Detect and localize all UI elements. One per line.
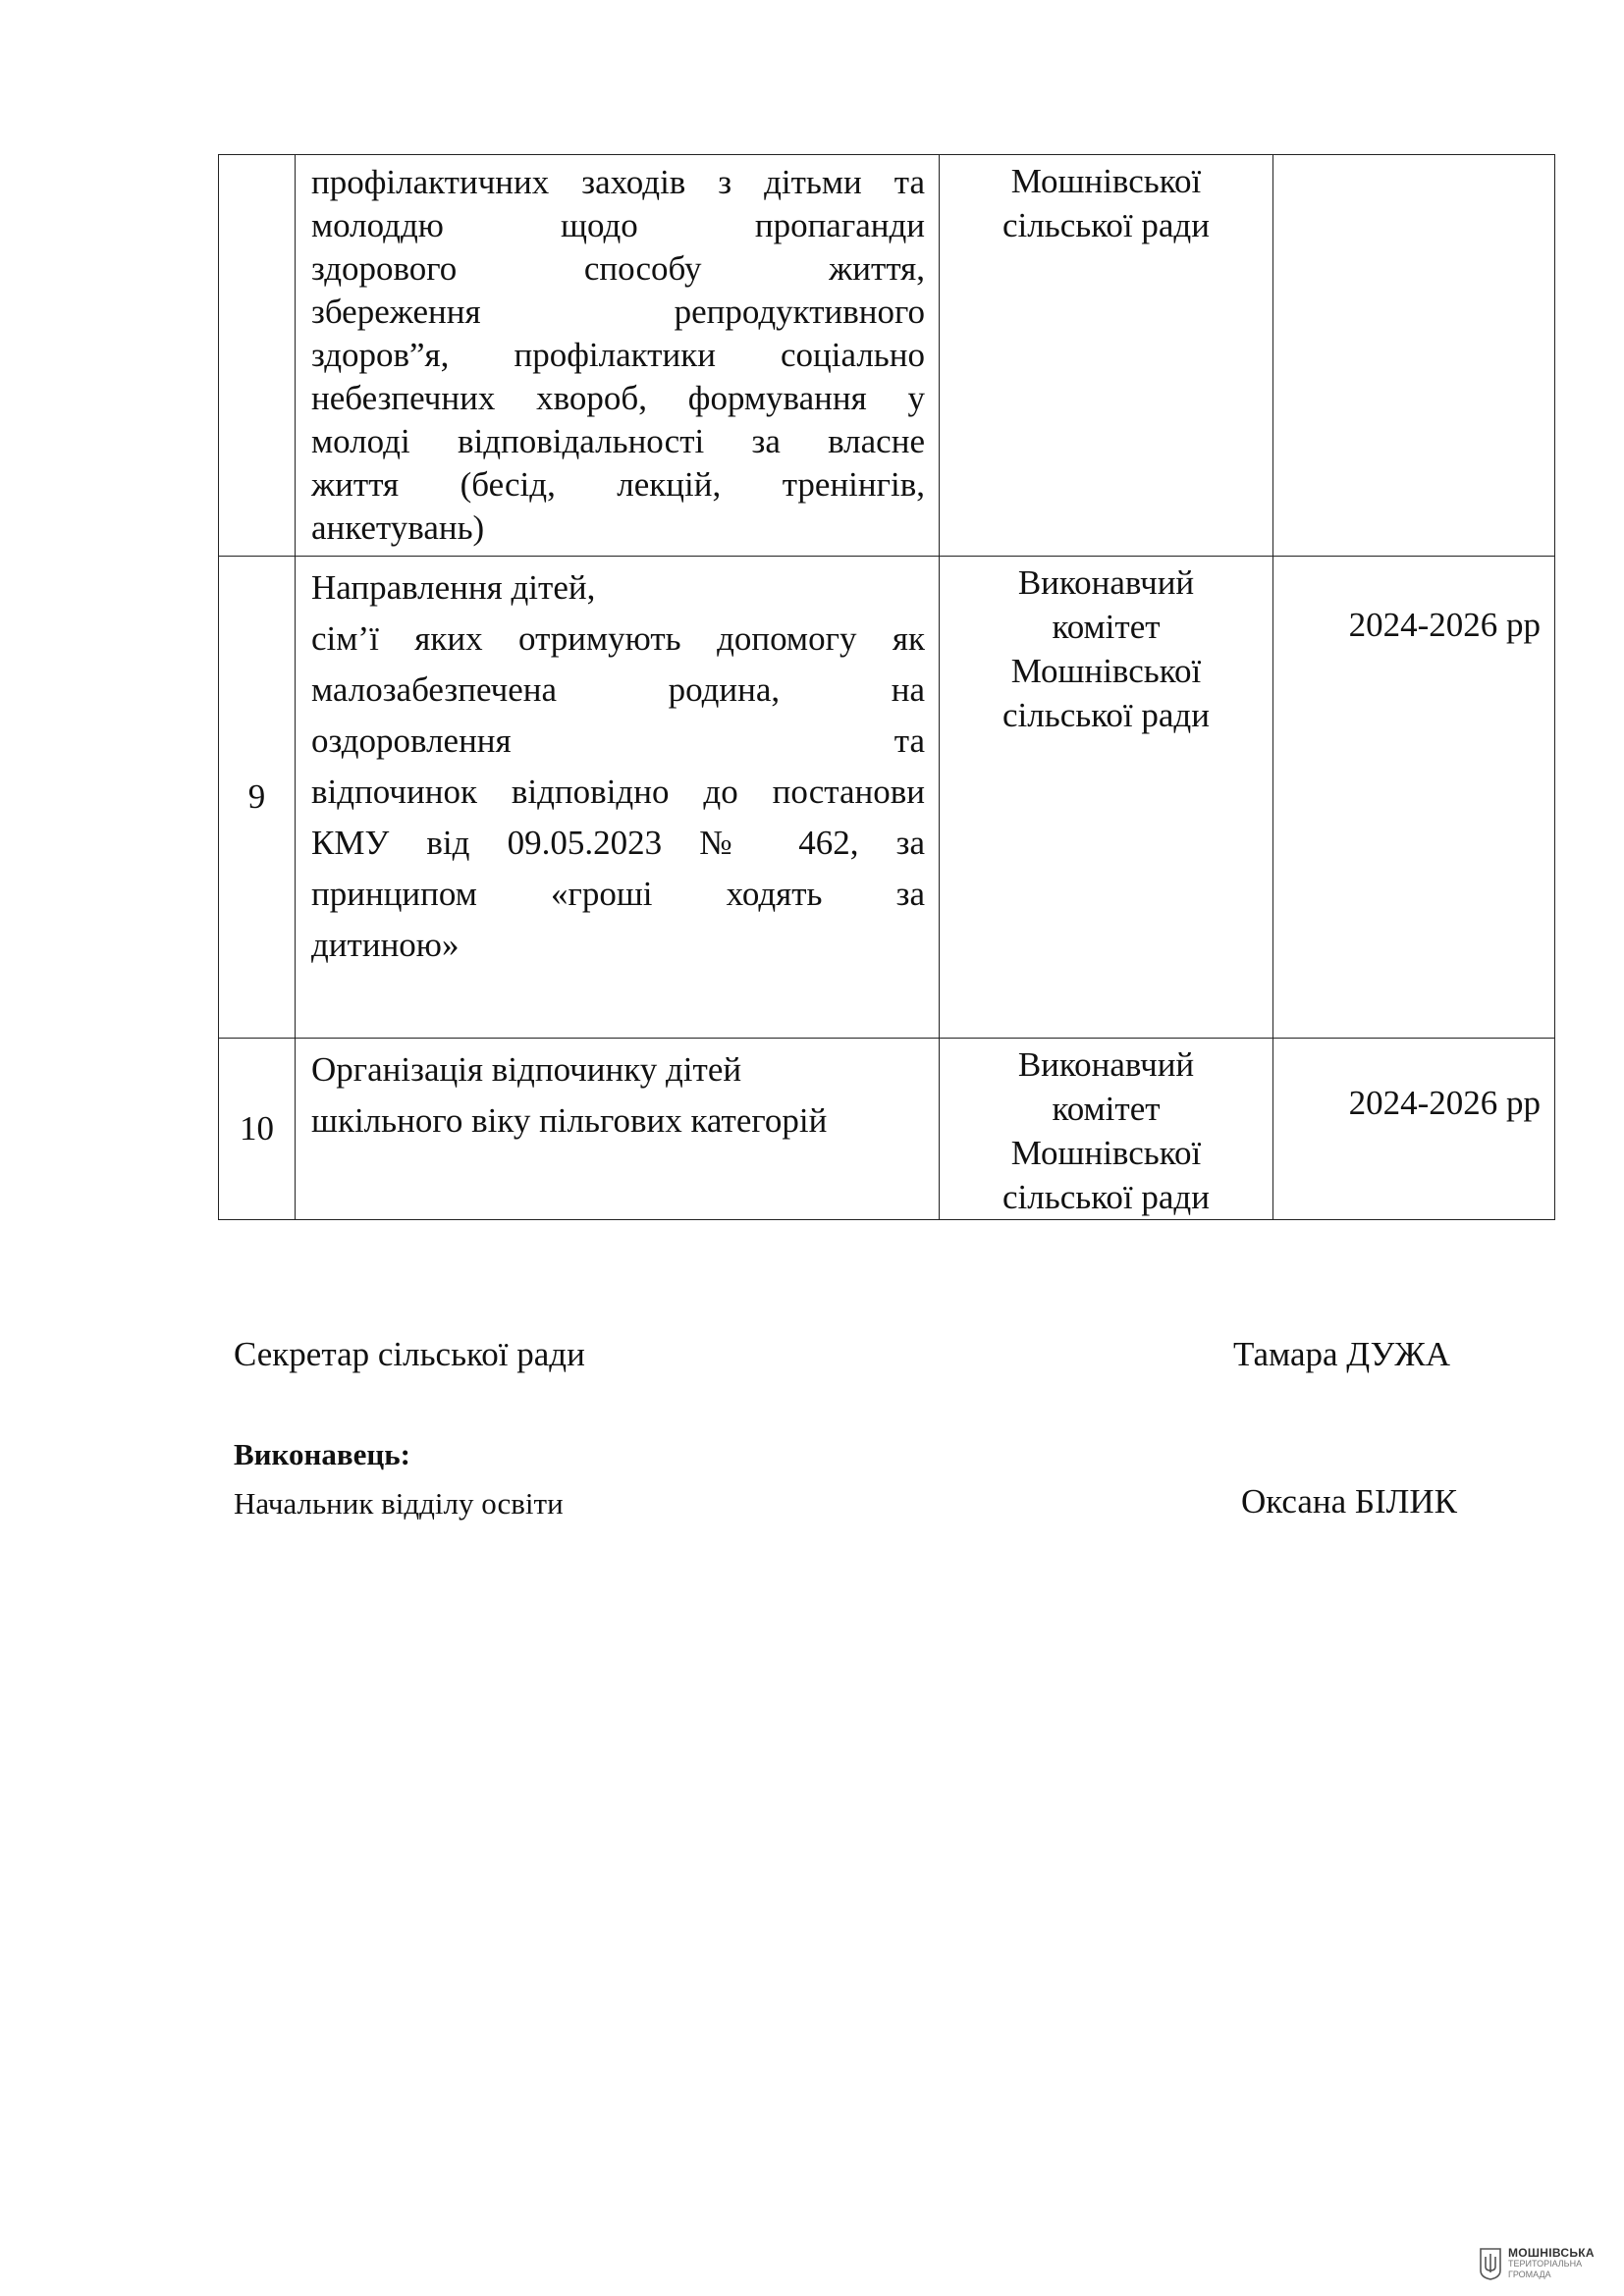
description-line: здорового способу життя, [311,249,925,288]
row-executor [940,155,1273,557]
description-line: оздоровлення та [311,721,925,760]
description-line: анкетувань) [311,508,485,547]
secretary-name: Тамара ДУЖА [1233,1335,1450,1373]
executor-line: комітет [1052,1090,1161,1128]
performer-label: Виконавець: [234,1437,410,1471]
measures-table [218,154,1555,1220]
executor-line: сільської ради [1002,696,1210,734]
executor-line: Виконавчий [1017,563,1195,602]
table-row [219,557,1555,1039]
table-row [219,1039,1555,1220]
description-line: Направлення дітей, [311,568,596,607]
row-term: 2024-2026 рр [1273,1039,1555,1220]
description-line: небезпечних хвороб, формування у [311,379,925,417]
watermark-line: ТЕРИТОРІАЛЬНА [1508,2258,1583,2269]
row-executor [940,557,1273,1039]
row-number: 9 [219,557,296,1039]
row-executor [940,1039,1273,1220]
executor-line: сільської ради [1002,1178,1210,1216]
description-line: принципом «гроші ходять за [311,875,925,913]
row-number [219,155,296,557]
description-line: профілактичних заходів з дітьми та [311,163,925,201]
watermark-line: МОШНІВСЬКА [1508,2245,1595,2260]
executor-line: комітет [1052,608,1161,646]
description-line: молоді відповідальності за власне [311,422,925,460]
description-line: малозабезпечена родина, на [311,670,925,709]
performer-title: Начальник відділу освіти [234,1486,564,1521]
description-line: здоров”я, профілактики соціально [311,336,925,374]
description-line: шкільного віку пільгових категорій [311,1101,828,1140]
row-number: 10 [219,1039,296,1220]
watermark-line: ГРОМАДА [1508,2269,1551,2279]
executor-line: сільської ради [1002,206,1210,244]
description-line: збереження репродуктивного [311,293,925,331]
row-description [296,1039,940,1220]
description-line: сім’ї яких отримують допомогу як [311,619,925,658]
description-line: життя (бесід, лекцій, тренінгів, [311,465,925,504]
row-term [1273,155,1555,557]
community-watermark [1479,2244,1616,2283]
executor-line: Мошнівської [1010,652,1202,690]
row-description [296,557,940,1039]
secretary-title: Секретар сільської ради [234,1335,585,1373]
description-line: Організація відпочинку дітей [311,1050,742,1089]
trident-emblem-icon [1479,2247,1502,2280]
description-line: КМУ від 09.05.2023 № 462, за [311,824,925,862]
executor-line: Виконавчий [1017,1045,1195,1084]
description-line: дитиною» [311,926,460,964]
row-term: 2024-2026 рр [1273,557,1555,1039]
description-line: молоддю щодо пропаганди [311,206,925,244]
performer-name: Оксана БІЛИК [1241,1482,1458,1521]
executor-line: Мошнівської [1010,1134,1202,1172]
executor-line: Мошнівської [1010,162,1202,200]
table-row [219,155,1555,557]
watermark-text [1508,2245,1595,2280]
row-description [296,155,940,557]
description-line: відпочинок відповідно до постанови [311,773,925,811]
